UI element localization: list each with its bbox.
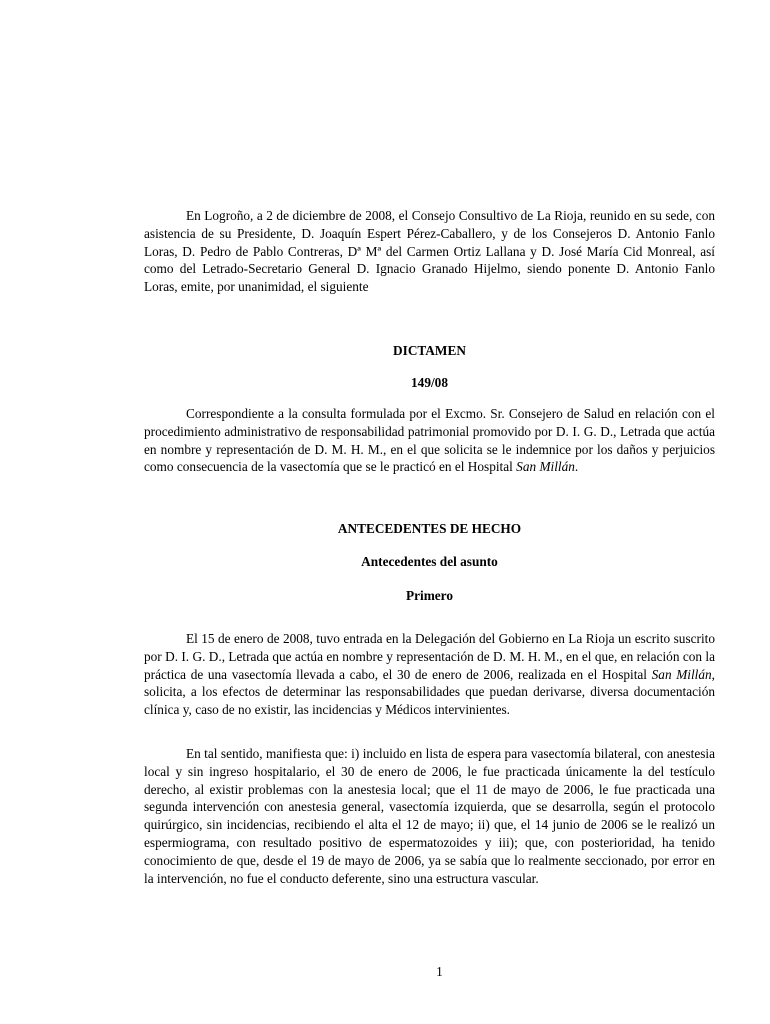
- consulta-hospital-name: San Millán: [516, 459, 575, 475]
- primero-paragraph-1: [144, 630, 715, 719]
- dictamen-title: DICTAMEN: [393, 343, 466, 358]
- primero-p1-text: El 15 de enero de 2008, tuvo entrada en la Delegación del Gobierno en La Rioja un escrito suscrito por D. I. G. D., Letrada que actúa en nombre y representación de D. M. H. M., en el que, en relación con la práctica de una vasectomía llevada a cabo, el 30 de enero de 2006, realizada en el Hospital: [144, 631, 715, 682]
- section-heading-primero: Primero: [405, 588, 453, 603]
- consulta-text: Correspondiente a la consulta formulada por el Excmo. Sr. Consejero de Salud en relación con el procedimiento administrativo de responsabilidad patrimonial promovido por D. I. G. D., Letrada que actúa en nombre y representación de D. M. H. M., en el que solicita se le indemnice por los daños y perjuicios como consecuencia de la vasectomía que se le practicó en el Hospital: [144, 406, 715, 475]
- primero-p1-hospital-name: San Millán: [651, 666, 712, 682]
- dictamen-number: 149/08: [411, 375, 448, 390]
- section-heading-antecedentes-asunto: Antecedentes del asunto: [361, 554, 498, 569]
- consulta-paragraph: [144, 405, 715, 476]
- page-number: 1: [436, 964, 443, 979]
- primero-p1-text-end: , solicita, a los efectos de determinar las responsabilidades que puedan derivarse, diversa documentación clínica y, caso de no existir, las incidencias y Médicos intervinientes.: [144, 666, 715, 718]
- intro-paragraph: En Logroño, a 2 de diciembre de 2008, el Consejo Consultivo de La Rioja, reunido en su sede, con asistencia de su Presidente, D. Joaquín Espert Pérez-Caballero, y de los Consejeros D. Antonio Fanlo Loras, D. Pedro de Pablo Contreras, Dª Mª del Carmen Ortiz Lallana y D. José María Cid Monreal, así como del Letrado-Secretario General D. Ignacio Granado Hijelmo, siendo ponente D. Antonio Fanlo Loras, emite, por unanimidad, el siguiente: [144, 208, 715, 295]
- section-heading-antecedentes-hecho: ANTECEDENTES DE HECHO: [337, 521, 522, 536]
- consulta-text-end: .: [574, 459, 579, 475]
- primero-paragraph-2: En tal sentido, manifiesta que: i) incluido en lista de espera para vasectomía bilateral, con anestesia local y sin ingreso hospitalario, el 30 de enero de 2006, le fue practicada únicamente la del testículo derecho, al existir problemas con la anestesia local; que el 11 de mayo de 2006, le fue practicada una segunda intervención con anestesia general, vasectomía izquierda, que se desarrolla, según el protocolo quirúrgico, sin incidencias, recibiendo el alta el 12 de mayo; ii) que, el 14 junio de 2006 se le realizó un espermiograma, con resultado positivo de espermatozoides y iii); que, con posterioridad, ha tenido conocimiento de que, desde el 19 de mayo de 2006, ya se sabía que lo realmente seccionado, por error en la intervención, no fue el conducto deferente, sino una estructura vascular.: [144, 746, 715, 886]
